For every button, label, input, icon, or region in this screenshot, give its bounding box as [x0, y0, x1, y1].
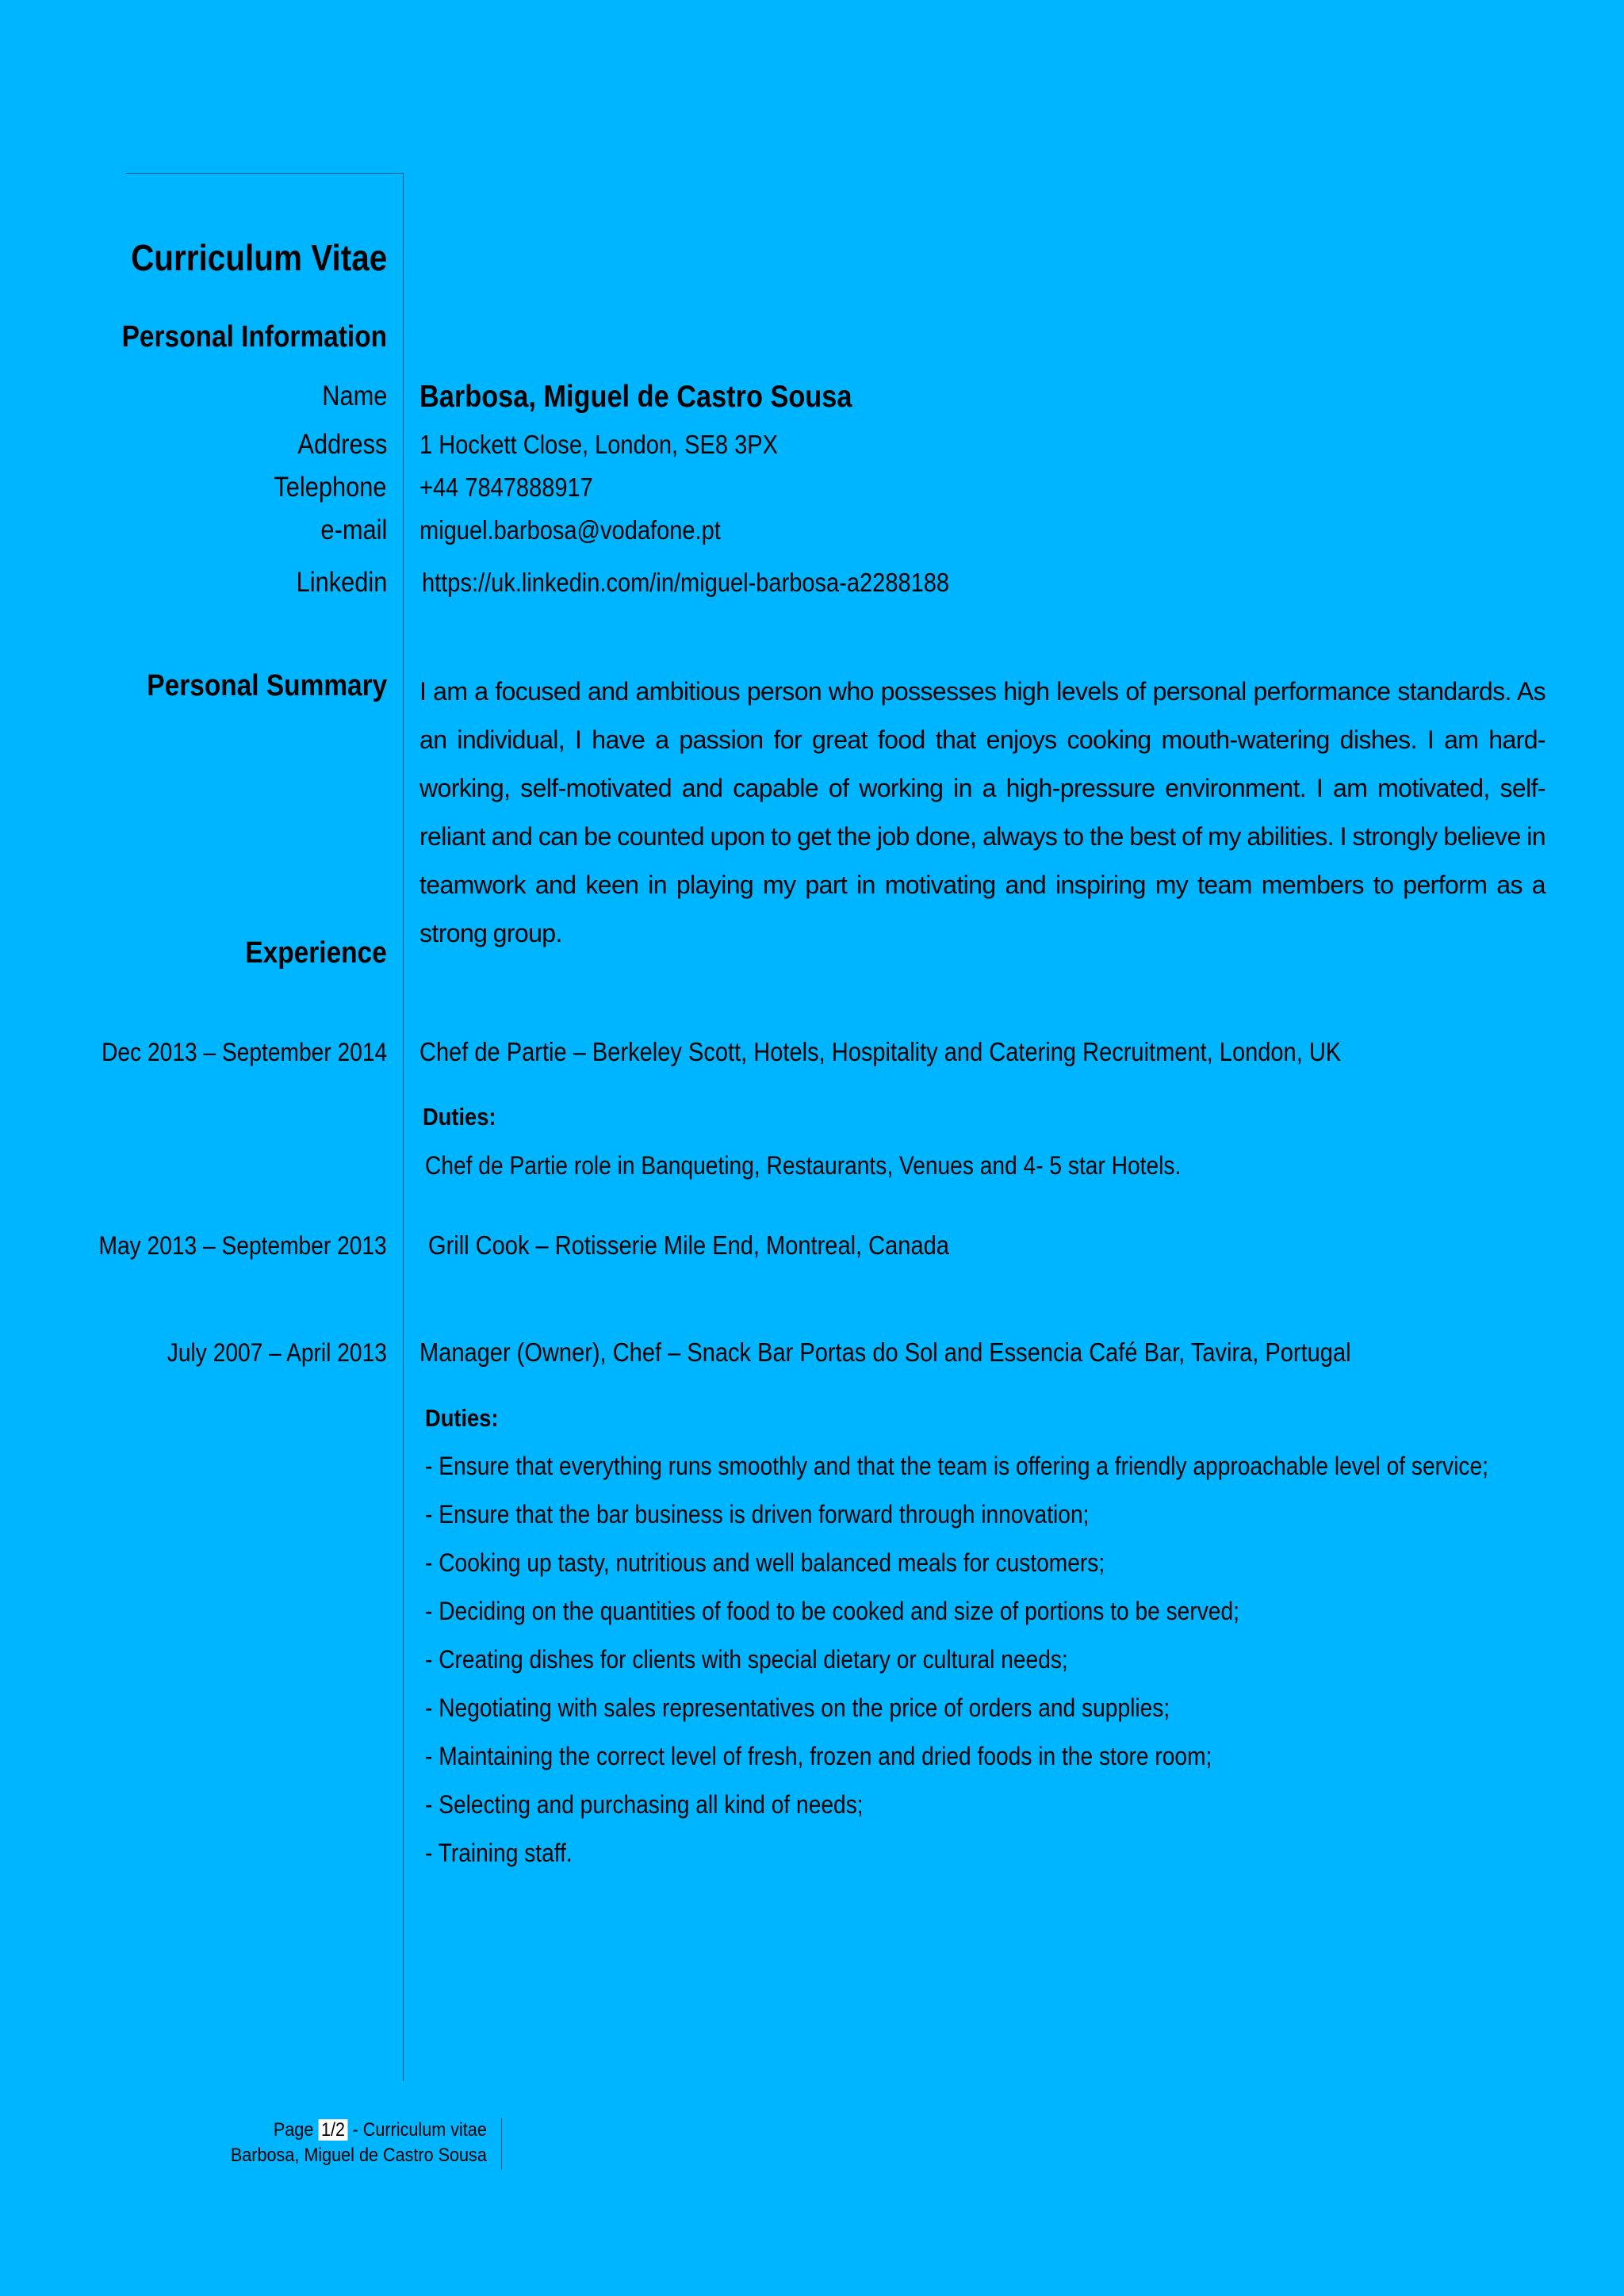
duty-item: Chef de Partie role in Banqueting, Restaurants, Venues and 4- 5 star Hotels. [425, 1151, 1182, 1180]
duty-item: - Selecting and purchasing all kind of needs; [425, 1790, 864, 1819]
duty-item: - Negotiating with sales representatives on the price of orders and supplies; [425, 1693, 1170, 1722]
document-title: Curriculum Vitae [130, 237, 387, 278]
personal-summary-heading: Personal Summary [147, 669, 387, 702]
footer-page-number: 1/2 [319, 2119, 348, 2141]
telephone-value: +44 7847888917 [419, 473, 593, 502]
job-dates: May 2013 – September 2013 [98, 1231, 387, 1260]
job-title: Chef de Partie – Berkeley Scott, Hotels, Hospitality and Catering Recruitment, London, UK [419, 1037, 1342, 1066]
experience-heading: Experience [245, 936, 387, 970]
linkedin-label: Linkedin [296, 567, 387, 598]
duty-item: - Creating dishes for clients with special dietary or cultural needs; [425, 1645, 1068, 1674]
footer-doc-label: Curriculum vitae [362, 2119, 487, 2141]
duties-heading: Duties: [423, 1103, 496, 1131]
linkedin-link[interactable]: https://uk.linkedin.com/in/miguel-barbosa-a2288188 [422, 568, 950, 597]
duty-item: - Ensure that everything runs smoothly and that the team is offering a friendly approachable level of service; [425, 1452, 1488, 1480]
footer-page-prefix: Page [274, 2119, 314, 2141]
column-divider [403, 173, 404, 2081]
duty-item: - Ensure that the bar business is driven forward through innovation; [425, 1500, 1090, 1529]
duty-item: - Training staff. [425, 1839, 573, 1867]
footer-page-line [274, 2119, 487, 2141]
address-label: Address [297, 429, 387, 460]
footer-author: Barbosa, Miguel de Castro Sousa [231, 2145, 487, 2166]
address-value: 1 Hockett Close, London, SE8 3PX [419, 430, 779, 459]
duty-item: - Cooking up tasty, nutritious and well balanced meals for customers; [425, 1548, 1105, 1577]
duty-item: - Deciding on the quantities of food to be cooked and size of portions to be served; [425, 1597, 1239, 1625]
job-dates: Dec 2013 – September 2014 [101, 1038, 387, 1066]
duties-heading: Duties: [425, 1404, 499, 1432]
name-value: Barbosa, Miguel de Castro Sousa [419, 380, 852, 414]
telephone-label: Telephone [274, 472, 387, 503]
job-dates: July 2007 – April 2013 [167, 1338, 387, 1367]
job-title: Grill Cook – Rotisserie Mile End, Montreal, Canada [428, 1230, 949, 1260]
duty-item: - Maintaining the correct level of fresh, frozen and dried foods in the store room; [425, 1742, 1212, 1770]
email-link[interactable]: miguel.barbosa@vodafone.pt [419, 515, 721, 545]
personal-summary-text: I am a focused and ambitious person who possesses high levels of personal performance standards. As an individual, I have a passion for great food that enjoys cooking mouth-watering dishes. I am hard-working, self-motivated and capable of working in a high-pressure environment. I am motivated, self-reliant and can be counted upon to get the job done, always to the best of my abilities. I strongly believe in teamwork and keen in playing my part in motivating and inspiring my team members to perform as a strong group. [419, 677, 1545, 947]
footer-separator: - [352, 2119, 358, 2141]
email-label: e-mail [320, 515, 387, 545]
footer-rule [501, 2118, 502, 2170]
header-rule [125, 173, 404, 174]
name-label: Name [321, 381, 387, 411]
personal-information-heading: Personal Information [121, 320, 387, 354]
job-title: Manager (Owner), Chef – Snack Bar Portas do Sol and Essencia Café Bar, Tavira, Portugal [419, 1337, 1351, 1367]
